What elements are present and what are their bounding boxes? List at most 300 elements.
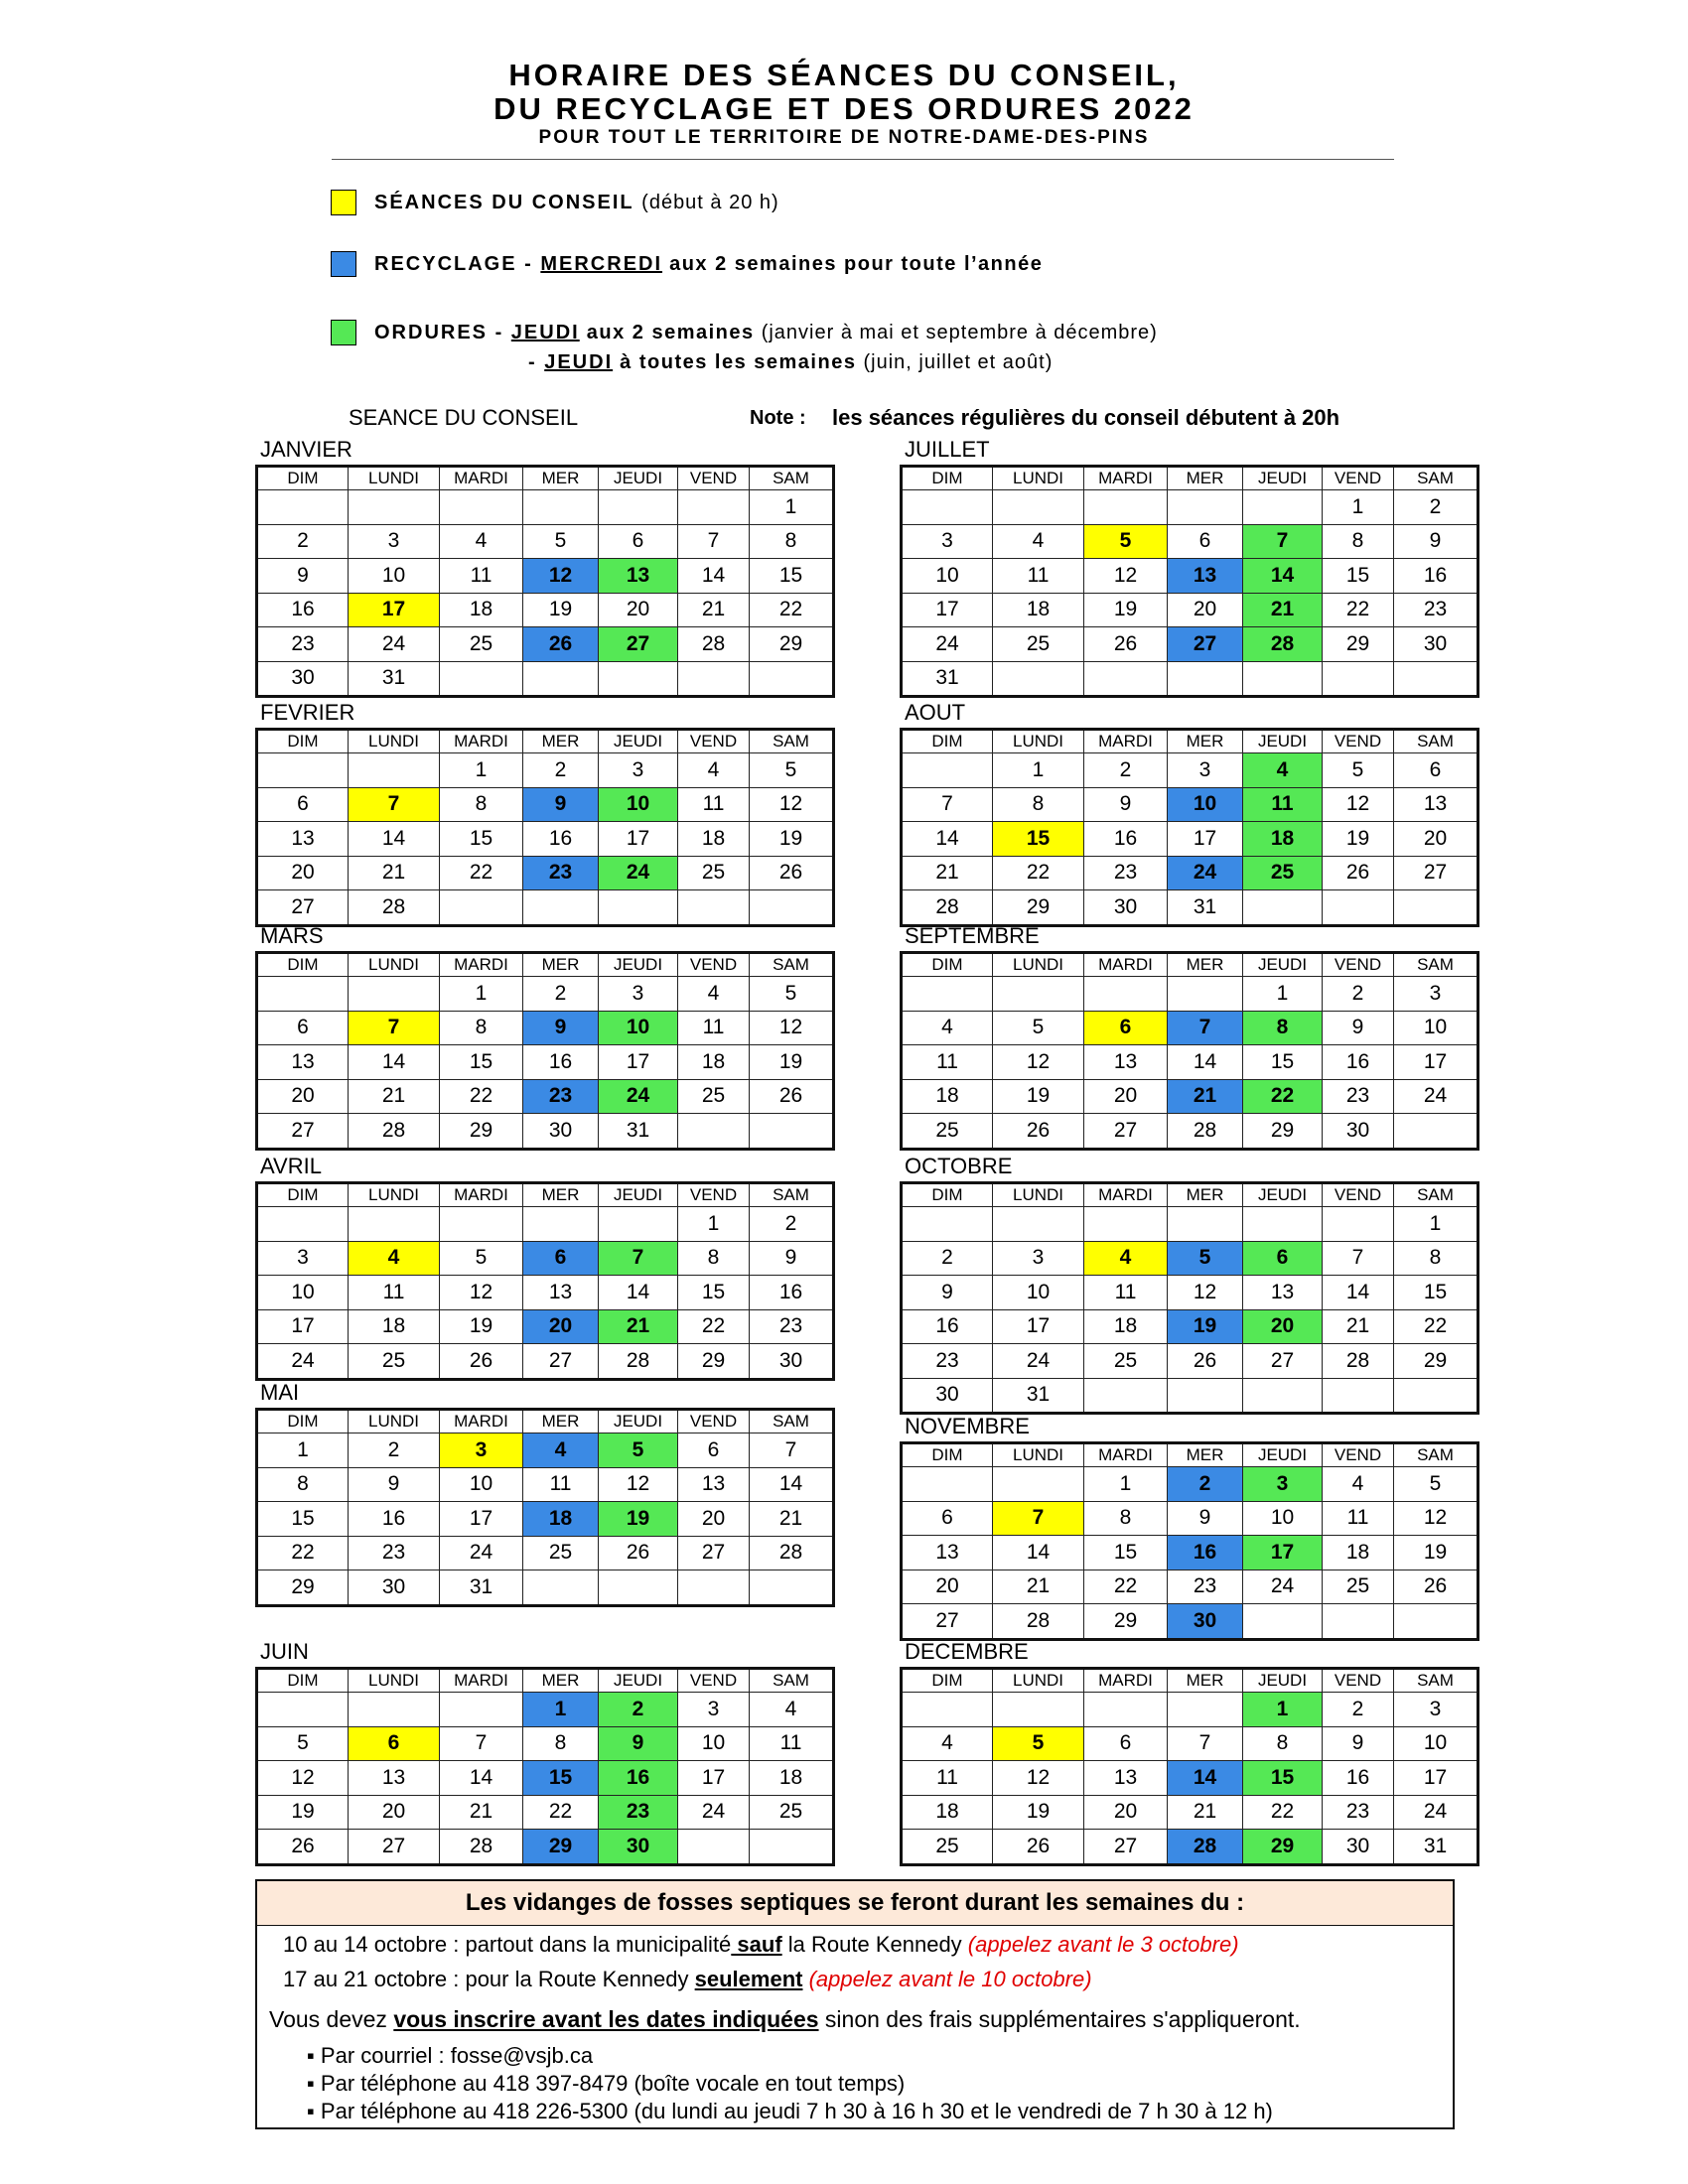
week-row <box>902 1011 1478 1045</box>
day-cell: 8 <box>440 1011 523 1045</box>
day-cell: 27 <box>1243 1344 1323 1379</box>
empty-day-cell <box>993 977 1084 1012</box>
septic-line-2 <box>283 1967 1092 1992</box>
empty-day-cell <box>750 1114 834 1150</box>
day-cell: 12 <box>1168 1276 1243 1310</box>
week-row <box>257 1467 834 1502</box>
empty-day-cell <box>1168 1378 1243 1414</box>
month-label-octobre: OCTOBRE <box>905 1154 1013 1178</box>
empty-day-cell <box>257 490 349 525</box>
weekday-header: MARDI <box>440 1669 523 1693</box>
empty-day-cell <box>349 753 440 788</box>
day-cell: 19 <box>440 1309 523 1344</box>
empty-day-cell <box>349 977 440 1012</box>
legend-ordures-note2: (juin, juillet et août) <box>863 351 1054 373</box>
weekday-header-row <box>902 1443 1478 1467</box>
day-cell: 24 <box>1394 1079 1478 1114</box>
day-cell: 22 <box>1323 593 1394 627</box>
week-row <box>902 1079 1478 1114</box>
day-cell-recyclage: 7 <box>1168 1011 1243 1045</box>
week-row <box>257 1502 834 1537</box>
day-cell: 28 <box>902 890 993 926</box>
day-cell: 3 <box>902 524 993 559</box>
empty-day-cell <box>440 1207 523 1242</box>
day-cell: 8 <box>678 1241 750 1276</box>
empty-day-cell <box>902 977 993 1012</box>
day-cell: 25 <box>902 1114 993 1150</box>
weekday-header-row <box>257 953 834 977</box>
day-cell: 3 <box>599 977 678 1012</box>
page-title-line-1: HORAIRE DES SÉANCES DU CONSEIL, <box>508 58 1180 92</box>
day-cell: 16 <box>1323 1045 1394 1080</box>
day-cell: 2 <box>1084 753 1168 788</box>
day-cell-ordures: 19 <box>599 1502 678 1537</box>
day-cell: 10 <box>993 1276 1084 1310</box>
day-cell-ordures: 1 <box>1243 1693 1323 1727</box>
day-cell: 17 <box>599 822 678 857</box>
day-cell: 26 <box>257 1830 349 1865</box>
weekday-header: JEUDI <box>599 1669 678 1693</box>
day-cell-recyclage: 9 <box>523 787 599 822</box>
day-cell: 14 <box>349 1045 440 1080</box>
day-cell: 4 <box>440 524 523 559</box>
day-cell: 11 <box>349 1276 440 1310</box>
week-row <box>257 1207 834 1242</box>
weekday-header: MARDI <box>440 1410 523 1433</box>
empty-day-cell <box>523 890 599 926</box>
weekday-header: SAM <box>1394 467 1478 490</box>
empty-day-cell <box>1243 490 1323 525</box>
weekday-header: LUNDI <box>993 1443 1084 1467</box>
day-cell: 8 <box>1323 524 1394 559</box>
day-cell: 4 <box>993 524 1084 559</box>
week-row <box>902 1241 1478 1276</box>
day-cell: 26 <box>599 1536 678 1570</box>
day-cell: 22 <box>993 856 1084 890</box>
day-cell: 18 <box>440 593 523 627</box>
day-cell: 28 <box>440 1830 523 1865</box>
weekday-header-row <box>902 467 1478 490</box>
day-cell: 11 <box>523 1467 599 1502</box>
week-row <box>257 1536 834 1570</box>
day-cell: 20 <box>1084 1079 1168 1114</box>
day-cell-recyclage: 24 <box>1168 856 1243 890</box>
weekday-header: SAM <box>1394 1669 1478 1693</box>
day-cell-ordures: 17 <box>1243 1536 1323 1570</box>
day-cell: 30 <box>902 1378 993 1414</box>
day-cell: 6 <box>257 1011 349 1045</box>
day-cell: 13 <box>1084 1761 1168 1796</box>
weekday-header: SAM <box>1394 1183 1478 1207</box>
day-cell: 15 <box>1323 559 1394 594</box>
week-row <box>902 1309 1478 1344</box>
day-cell-recyclage: 18 <box>523 1502 599 1537</box>
day-cell-ordures: 4 <box>1243 753 1323 788</box>
month-label-janvier: JANVIER <box>260 437 352 462</box>
day-cell-recyclage: 30 <box>1168 1604 1243 1640</box>
day-cell-recyclage: 6 <box>523 1241 599 1276</box>
day-cell: 17 <box>440 1502 523 1537</box>
weekday-header: VEND <box>1323 730 1394 753</box>
weekday-header: JEUDI <box>599 1183 678 1207</box>
day-cell: 13 <box>902 1536 993 1570</box>
day-cell: 10 <box>1394 1726 1478 1761</box>
day-cell-recyclage: 10 <box>1168 787 1243 822</box>
day-cell: 31 <box>1168 890 1243 926</box>
day-cell: 29 <box>257 1570 349 1606</box>
day-cell-recyclage: 21 <box>1168 1079 1243 1114</box>
septic-line-2-a: 17 au 21 octobre : pour la Route Kennedy <box>283 1967 695 1991</box>
day-cell-ordures: 13 <box>599 559 678 594</box>
day-cell: 9 <box>1323 1726 1394 1761</box>
day-cell-ordures: 5 <box>599 1433 678 1468</box>
week-row <box>257 856 834 890</box>
week-row <box>902 1761 1478 1796</box>
day-cell: 26 <box>1168 1344 1243 1379</box>
week-row <box>902 559 1478 594</box>
day-cell: 9 <box>349 1467 440 1502</box>
weekday-header: SAM <box>750 1410 834 1433</box>
day-cell: 14 <box>750 1467 834 1502</box>
legend-ordures <box>374 322 1158 344</box>
day-cell: 1 <box>1323 490 1394 525</box>
septic-info-box <box>255 1879 1455 2129</box>
week-row <box>902 1570 1478 1604</box>
day-cell-conseil: 4 <box>1084 1241 1168 1276</box>
month-label-decembre: DECEMBRE <box>905 1639 1029 1664</box>
empty-day-cell <box>1394 1114 1478 1150</box>
day-cell: 9 <box>1323 1011 1394 1045</box>
weekday-header: VEND <box>678 730 750 753</box>
day-cell: 21 <box>440 1795 523 1830</box>
day-cell: 7 <box>902 787 993 822</box>
day-cell: 4 <box>750 1693 834 1727</box>
day-cell: 8 <box>1394 1241 1478 1276</box>
weekday-header: LUNDI <box>349 730 440 753</box>
day-cell: 19 <box>1394 1536 1478 1570</box>
septic-line-1 <box>283 1932 1239 1958</box>
week-row <box>257 787 834 822</box>
empty-day-cell <box>993 490 1084 525</box>
week-row <box>902 1604 1478 1640</box>
septic-line-1-a: 10 au 14 octobre : partout dans la municipalité <box>283 1932 732 1957</box>
day-cell: 20 <box>1168 593 1243 627</box>
day-cell: 20 <box>599 593 678 627</box>
empty-day-cell <box>1243 890 1323 926</box>
week-row <box>257 1045 834 1080</box>
month-label-novembre: NOVEMBRE <box>905 1414 1030 1438</box>
legend-ordures-note1: (janvier à mai et septembre à décembre) <box>761 322 1158 343</box>
day-cell: 11 <box>440 559 523 594</box>
day-cell: 6 <box>257 787 349 822</box>
day-cell: 14 <box>1168 1045 1243 1080</box>
day-cell: 22 <box>1243 1795 1323 1830</box>
day-cell-ordures: 6 <box>1243 1241 1323 1276</box>
day-cell: 3 <box>349 524 440 559</box>
day-cell: 3 <box>1394 1693 1478 1727</box>
empty-day-cell <box>599 890 678 926</box>
weekday-header: MER <box>523 730 599 753</box>
empty-day-cell <box>678 661 750 697</box>
calendar-septembre <box>900 951 1479 1151</box>
day-cell: 28 <box>599 1344 678 1380</box>
day-cell: 27 <box>257 890 349 926</box>
day-cell: 18 <box>993 593 1084 627</box>
weekday-header: VEND <box>1323 1183 1394 1207</box>
empty-day-cell <box>1084 977 1168 1012</box>
day-cell: 5 <box>440 1241 523 1276</box>
day-cell: 26 <box>750 1079 834 1114</box>
day-cell: 30 <box>523 1114 599 1150</box>
day-cell-ordures: 7 <box>1243 524 1323 559</box>
weekday-header: VEND <box>678 1183 750 1207</box>
week-row <box>902 977 1478 1012</box>
day-cell: 2 <box>523 977 599 1012</box>
weekday-header: LUNDI <box>349 1410 440 1433</box>
day-cell-recyclage: 2 <box>1168 1467 1243 1502</box>
day-cell: 13 <box>257 1045 349 1080</box>
week-row <box>257 593 834 627</box>
day-cell: 17 <box>1394 1761 1478 1796</box>
empty-day-cell <box>349 490 440 525</box>
empty-day-cell <box>1243 661 1323 697</box>
weekday-header: VEND <box>678 953 750 977</box>
day-cell-ordures: 25 <box>1243 856 1323 890</box>
day-cell: 7 <box>678 524 750 559</box>
weekday-header: LUNDI <box>993 730 1084 753</box>
day-cell: 15 <box>1243 1045 1323 1080</box>
weekday-header: LUNDI <box>993 1669 1084 1693</box>
day-cell: 15 <box>440 1045 523 1080</box>
month-label-fevrier: FEVRIER <box>260 700 355 725</box>
weekday-header: LUNDI <box>349 953 440 977</box>
legend-swatch-ordures <box>331 320 356 345</box>
day-cell-recyclage: 15 <box>523 1761 599 1796</box>
weekday-header: JEUDI <box>1243 1443 1323 1467</box>
weekday-header: SAM <box>750 1669 834 1693</box>
day-cell: 15 <box>257 1502 349 1537</box>
day-cell: 24 <box>1243 1570 1323 1604</box>
day-cell: 27 <box>349 1830 440 1865</box>
empty-day-cell <box>523 1570 599 1606</box>
day-cell: 7 <box>750 1433 834 1468</box>
week-row <box>257 822 834 857</box>
week-row <box>257 524 834 559</box>
month-label-avril: AVRIL <box>260 1154 322 1178</box>
empty-day-cell <box>902 490 993 525</box>
day-cell: 16 <box>1394 559 1478 594</box>
day-cell: 6 <box>599 524 678 559</box>
empty-day-cell <box>523 661 599 697</box>
day-cell: 26 <box>440 1344 523 1380</box>
day-cell: 21 <box>902 856 993 890</box>
day-cell: 14 <box>599 1276 678 1310</box>
day-cell: 8 <box>523 1726 599 1761</box>
weekday-header: LUNDI <box>349 1669 440 1693</box>
day-cell: 21 <box>678 593 750 627</box>
day-cell-recyclage: 5 <box>1168 1241 1243 1276</box>
day-cell: 12 <box>1323 787 1394 822</box>
day-cell: 9 <box>1168 1501 1243 1536</box>
septic-line-2-d: (appelez avant le 10 octobre) <box>808 1967 1092 1991</box>
day-cell: 22 <box>440 856 523 890</box>
day-cell: 13 <box>1394 787 1478 822</box>
legend-ordures-sep: - <box>488 322 511 343</box>
day-cell-conseil: 7 <box>349 1011 440 1045</box>
weekday-header: DIM <box>257 953 349 977</box>
week-row <box>257 1726 834 1761</box>
day-cell: 19 <box>750 822 834 857</box>
day-cell: 9 <box>1394 524 1478 559</box>
day-cell: 21 <box>349 856 440 890</box>
weekday-header: VEND <box>678 1669 750 1693</box>
weekday-header: DIM <box>257 730 349 753</box>
day-cell: 23 <box>1168 1570 1243 1604</box>
weekday-header-row <box>902 1183 1478 1207</box>
day-cell: 23 <box>1084 856 1168 890</box>
day-cell: 21 <box>993 1570 1084 1604</box>
day-cell: 19 <box>750 1045 834 1080</box>
day-cell: 1 <box>1084 1467 1168 1502</box>
week-row <box>902 593 1478 627</box>
empty-day-cell <box>1168 977 1243 1012</box>
week-row <box>257 1795 834 1830</box>
day-cell: 22 <box>440 1079 523 1114</box>
weekday-header: VEND <box>1323 1669 1394 1693</box>
day-cell-ordures: 2 <box>599 1693 678 1727</box>
day-cell: 1 <box>1394 1207 1478 1242</box>
empty-day-cell <box>1243 1378 1323 1414</box>
day-cell-conseil: 5 <box>993 1726 1084 1761</box>
legend-recyclage <box>374 253 1043 276</box>
day-cell: 3 <box>678 1693 750 1727</box>
weekday-header: VEND <box>678 1410 750 1433</box>
day-cell: 1 <box>678 1207 750 1242</box>
day-cell: 4 <box>902 1726 993 1761</box>
day-cell-conseil: 15 <box>993 822 1084 857</box>
day-cell: 23 <box>750 1309 834 1344</box>
empty-day-cell <box>993 1207 1084 1242</box>
day-cell-recyclage: 27 <box>1168 627 1243 662</box>
day-cell: 25 <box>902 1830 993 1865</box>
weekday-header-row <box>902 1669 1478 1693</box>
day-cell-recyclage: 12 <box>523 559 599 594</box>
day-cell: 13 <box>523 1276 599 1310</box>
legend-ordures-day2: JEUDI <box>544 351 614 373</box>
weekday-header: DIM <box>257 1410 349 1433</box>
day-cell: 19 <box>993 1079 1084 1114</box>
day-cell: 24 <box>678 1795 750 1830</box>
day-cell: 9 <box>902 1276 993 1310</box>
week-row <box>257 627 834 662</box>
day-cell: 27 <box>257 1114 349 1150</box>
day-cell: 24 <box>993 1344 1084 1379</box>
day-cell: 12 <box>993 1045 1084 1080</box>
calendar-fevrier <box>255 728 835 927</box>
day-cell-ordures: 24 <box>599 1079 678 1114</box>
day-cell: 5 <box>750 753 834 788</box>
weekday-header-row <box>902 730 1478 753</box>
week-row <box>257 559 834 594</box>
day-cell: 12 <box>1084 559 1168 594</box>
empty-day-cell <box>750 1830 834 1865</box>
day-cell-recyclage: 23 <box>523 1079 599 1114</box>
day-cell: 26 <box>750 856 834 890</box>
empty-day-cell <box>257 1693 349 1727</box>
day-cell: 29 <box>1394 1344 1478 1379</box>
month-label-juillet: JUILLET <box>905 437 990 462</box>
day-cell-ordures: 18 <box>1243 822 1323 857</box>
weekday-header: DIM <box>902 1183 993 1207</box>
week-row <box>902 627 1478 662</box>
weekday-header: JEUDI <box>1243 1669 1323 1693</box>
day-cell: 29 <box>750 627 834 662</box>
day-cell: 17 <box>678 1761 750 1796</box>
weekday-header: JEUDI <box>1243 467 1323 490</box>
weekday-header: MARDI <box>1084 1183 1168 1207</box>
day-cell: 13 <box>1243 1276 1323 1310</box>
day-cell: 14 <box>1323 1276 1394 1310</box>
week-row <box>902 490 1478 525</box>
week-row <box>902 890 1478 926</box>
day-cell: 17 <box>902 593 993 627</box>
day-cell-recyclage: 28 <box>1168 1830 1243 1865</box>
day-cell: 18 <box>678 1045 750 1080</box>
day-cell-ordures: 28 <box>1243 627 1323 662</box>
day-cell: 21 <box>1168 1795 1243 1830</box>
day-cell: 7 <box>1323 1241 1394 1276</box>
day-cell: 9 <box>257 559 349 594</box>
day-cell: 15 <box>440 822 523 857</box>
day-cell: 2 <box>1323 1693 1394 1727</box>
day-cell: 11 <box>902 1761 993 1796</box>
day-cell: 12 <box>750 1011 834 1045</box>
weekday-header: MARDI <box>1084 1669 1168 1693</box>
calendar-octobre <box>900 1181 1479 1415</box>
day-cell: 17 <box>599 1045 678 1080</box>
weekday-header: LUNDI <box>993 1183 1084 1207</box>
day-cell: 3 <box>257 1241 349 1276</box>
week-row <box>902 1114 1478 1150</box>
day-cell: 10 <box>257 1276 349 1310</box>
legend-ordures-rest1: aux 2 semaines <box>579 322 762 343</box>
day-cell: 20 <box>1084 1795 1168 1830</box>
septic-bullet-3: ▪ Par téléphone au 418 226-5300 (du lundi au jeudi 7 h 30 à 16 h 30 et le vendredi de 7 h 30 à 12 h) <box>307 2099 1273 2123</box>
week-row <box>902 1276 1478 1310</box>
legend-recyclage-sep: - <box>516 253 541 275</box>
day-cell: 31 <box>1394 1830 1478 1865</box>
empty-day-cell <box>1084 661 1168 697</box>
day-cell: 21 <box>1323 1309 1394 1344</box>
day-cell-ordures: 27 <box>599 627 678 662</box>
day-cell: 26 <box>1394 1570 1478 1604</box>
weekday-header: MARDI <box>1084 730 1168 753</box>
legend-ordures-day1: JEUDI <box>510 322 580 343</box>
day-cell: 22 <box>257 1536 349 1570</box>
day-cell: 28 <box>1168 1114 1243 1150</box>
weekday-header: MER <box>1168 467 1243 490</box>
page-subtitle: POUR TOUT LE TERRITOIRE DE NOTRE-DAME-DES-PINS <box>538 127 1150 148</box>
day-cell: 19 <box>1323 822 1394 857</box>
day-cell-ordures: 23 <box>599 1795 678 1830</box>
calendar-aout <box>900 728 1479 927</box>
weekday-header: DIM <box>902 467 993 490</box>
weekday-header: JEUDI <box>599 953 678 977</box>
day-cell: 11 <box>993 559 1084 594</box>
day-cell: 31 <box>993 1378 1084 1414</box>
day-cell: 16 <box>750 1276 834 1310</box>
day-cell: 22 <box>750 593 834 627</box>
